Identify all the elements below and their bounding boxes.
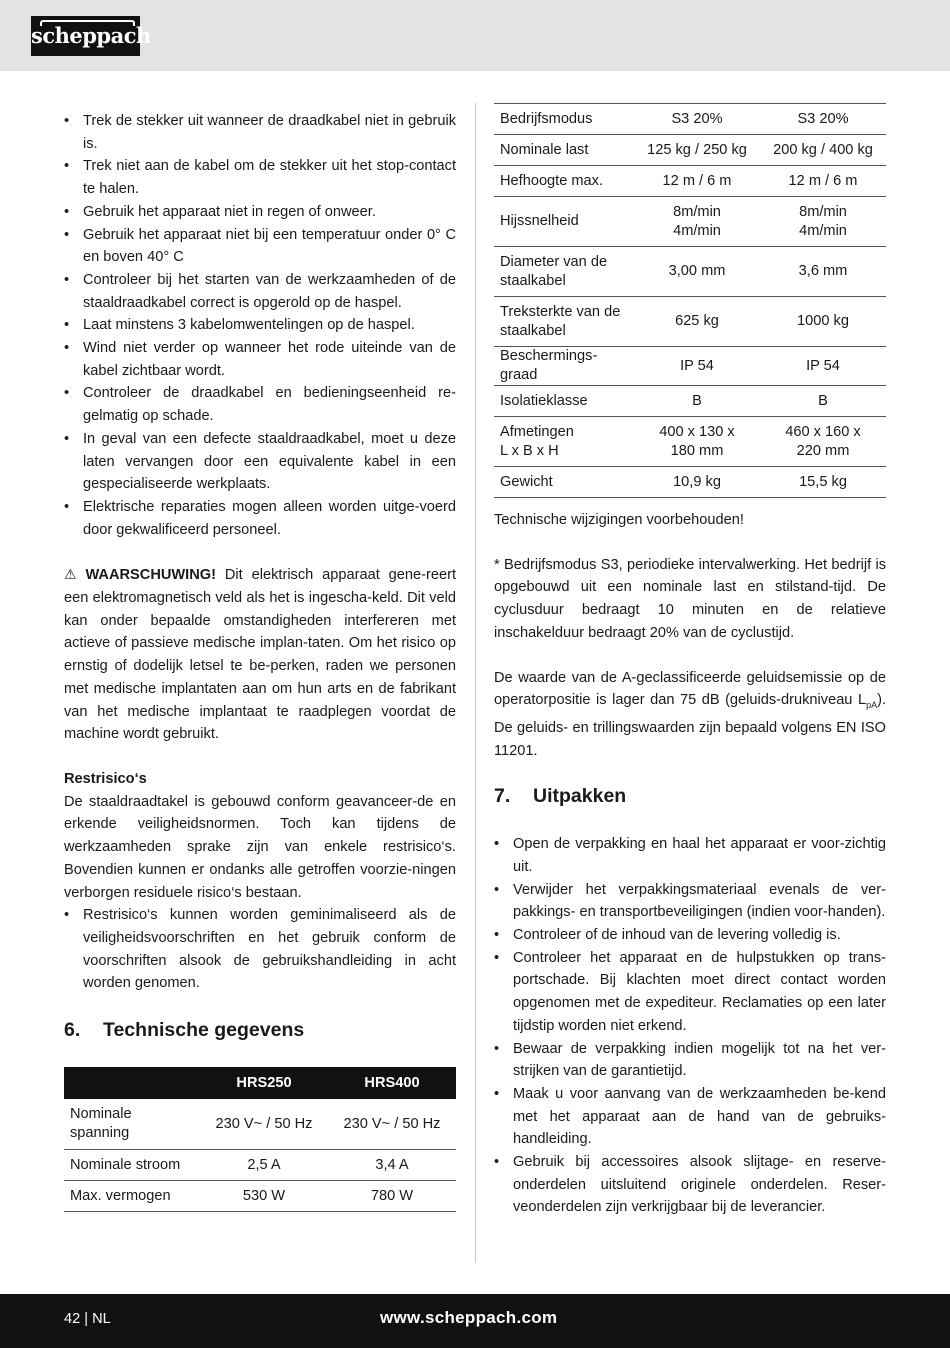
left-column (64, 110, 456, 1212)
table-cell: 400 x 130 x 180 mm (634, 417, 760, 467)
table-cell: 460 x 160 x 220 mm (760, 417, 886, 467)
list-item: • In geval van een defecte staaldraadkabel, moet u deze laten vervangen door een equivalente kabel in een gespecialiseerde werkplaats. (64, 428, 456, 496)
table-cell: 2,5 A (200, 1150, 328, 1181)
page-footer (0, 1294, 950, 1348)
list-item: • Maak u voor aanvang van de werkzaamheden be-kend met het apparaat aan de hand van de gebruiks-handleiding. (494, 1083, 886, 1151)
list-item: • Bewaar de verpakking indien mogelijk tot na het ver-strijken van de garantietijd. (494, 1038, 886, 1083)
section-7-heading: 7. Uitpakken (494, 785, 627, 808)
table-cell: IP 54 (634, 347, 760, 386)
table-cell: 12 m / 6 m (760, 166, 886, 197)
s3-note: * Bedrijfsmodus S3, periodieke intervalwerking. Het bedrijf is opgebouwd uit een nominale last en stilstand-tijd. De cyclusduur bedraagt 10 minuten en de relatieve inschakelduur bedraagt 20% van de cyclustijd. (494, 556, 886, 641)
table-cell: 12 m / 6 m (634, 166, 760, 197)
list-item: • Gebruik het apparaat niet in regen of onweer. (64, 201, 456, 224)
table-cell: S3 20% (634, 104, 760, 135)
table-row (494, 197, 886, 247)
table-row (64, 1150, 456, 1181)
warning-paragraph: ⚠ WAARSCHUWING! Dit elektrisch apparaat gene-reert een elektromagnetisch veld als het is ingescha-keld. Dit veld kan onder bepaalde omstandigheden interfereren met actieve of passieve medische implan-taten. Om het risico op ernstig of dodelijk letsel te be-perken, raden we personen met medische implantaten aan om hun arts en de fabrikant van het medische implantaat te raadplegen voordat de machine wordt gebruikt. (64, 563, 456, 746)
table-cell: 10,9 kg (634, 467, 760, 498)
unpack-list (494, 833, 886, 1219)
table-row (494, 386, 886, 417)
table-cell: 3,4 A (328, 1150, 456, 1181)
list-item: • Laat minstens 3 kabelomwentelingen op de haspel. (64, 314, 456, 337)
table-row (494, 135, 886, 166)
table-cell: Treksterkte van de staalkabel (494, 297, 634, 347)
table-cell: Isolatieklasse (494, 386, 634, 417)
table-header: HRS400 (328, 1067, 456, 1099)
warning-triangle-icon: ⚠ (64, 566, 77, 583)
table-row (494, 417, 886, 467)
table-cell: 200 kg / 400 kg (760, 135, 886, 166)
table-row (494, 166, 886, 197)
table-cell: 3,00 mm (634, 247, 760, 297)
list-item: • Gebruik bij accessoires alsook slijtage- en reserve-onderdelen uitsluitend originele onderdelen. Reser-veonderdelen zijn verkrijgbaar bij de leverancier. (494, 1151, 886, 1219)
list-item: • Restrisico‘s kunnen worden geminimaliseerd als de veiligheidsvoorschriften en het gebruik conform de voorschriften alsook de gebruikshandleiding in acht worden genomen. (64, 904, 456, 995)
list-item: • Controleer de draadkabel en bedieningseenheid re-gelmatig op schade. (64, 382, 456, 427)
table-row (494, 347, 886, 386)
table-cell: Hefhoogte max. (494, 166, 634, 197)
table-cell: 8m/min 4m/min (760, 197, 886, 247)
column-divider (475, 103, 476, 1263)
table-cell: 780 W (328, 1181, 456, 1212)
table-cell: B (634, 386, 760, 417)
table-cell: B (760, 386, 886, 417)
table-cell: 625 kg (634, 297, 760, 347)
list-item: • Open de verpakking en haal het apparaat er voor-zichtig uit. (494, 833, 886, 878)
restrisico-list (64, 904, 456, 995)
right-column (494, 103, 886, 1219)
list-item: • Controleer of de inhoud van de levering volledig is. (494, 924, 886, 947)
table-cell: Gewicht (494, 467, 634, 498)
table-cell: Afmetingen L x B x H (494, 417, 634, 467)
table-cell: 125 kg / 250 kg (634, 135, 760, 166)
table-cell: Bedrijfsmodus (494, 104, 634, 135)
restrisico-title: Restrisico‘s (64, 770, 147, 787)
table-row (494, 467, 886, 498)
table-cell: 230 V~ / 50 Hz (200, 1099, 328, 1150)
table-cell: S3 20% (760, 104, 886, 135)
table-row (64, 1181, 456, 1212)
table-cell: Nominale last (494, 135, 634, 166)
list-item: • Trek niet aan de kabel om de stekker uit het stop-contact te halen. (64, 155, 456, 200)
table-row (494, 297, 886, 347)
table-cell: 1000 kg (760, 297, 886, 347)
section-6-heading: 6. Technische gegevens (64, 1019, 305, 1042)
list-item: • Controleer bij het starten van de werkzaamheden of de staaldraadkabel correct is opgerold op de haspel. (64, 269, 456, 314)
list-item: • Gebruik het apparaat niet bij een temperatuur onder 0° C en boven 40° C (64, 224, 456, 269)
table-cell: Beschermings-graad (494, 347, 634, 386)
table-cell: Hijssnelheid (494, 197, 634, 247)
website-link[interactable]: www.scheppach.com (380, 1308, 558, 1327)
scheppach-logo: scheppach (31, 16, 140, 56)
list-item: • Verwijder het verpakkingsmateriaal evenals de ver-pakkings- en transportbeveiligingen (indien voor-handen). (494, 879, 886, 924)
table-cell: IP 54 (760, 347, 886, 386)
table-cell: Nominale spanning (64, 1099, 200, 1150)
page-number: 42 | NL (64, 1311, 111, 1327)
table-cell: 3,6 mm (760, 247, 886, 297)
table-row (494, 104, 886, 135)
table-row (494, 247, 886, 297)
spec-table-1 (64, 1067, 456, 1212)
table-cell: Max. vermogen (64, 1181, 200, 1212)
table-cell: 8m/min 4m/min (634, 197, 760, 247)
spec-table-2 (494, 103, 886, 498)
safety-list (64, 110, 456, 541)
page-header (0, 0, 950, 71)
table-cell: Diameter van de staalkabel (494, 247, 634, 297)
noise-paragraph: De waarde van de A-geclassificeerde geluidsemissie op de operatorpositie is lager dan 75 dB (geluids-drukniveau $L_{pA}$). De geluids- en trillingswaarden zijn bepaald volgens EN ISO 11201. (494, 669, 886, 759)
table-header: HRS250 (200, 1067, 328, 1099)
table-row (64, 1099, 456, 1150)
tech-note: Technische wijzigingen voorbehouden! (494, 512, 744, 528)
table-cell: 530 W (200, 1181, 328, 1212)
list-item: • Trek de stekker uit wanneer de draadkabel niet in gebruik is. (64, 110, 456, 155)
table-cell: 15,5 kg (760, 467, 886, 498)
list-item: • Controleer het apparaat en de hulpstukken op trans-portschade. Bij klachten moet direct contact worden opgenomen met de expediteur. Reclamaties op een later tijdstip worden niet erkend. (494, 947, 886, 1038)
table-cell: Nominale stroom (64, 1150, 200, 1181)
table-cell: 230 V~ / 50 Hz (328, 1099, 456, 1150)
restrisico-text: De staaldraadtakel is gebouwd conform geavanceer-de en erkende veiligheidsnormen. Toch kan tijdens de werkzaamheden sprake zijn van enkele restrisico‘s. Bovendien kunnen er ondanks alle getroffen voorzie-ningen verborgen residuele risico‘s bestaan. (64, 793, 456, 901)
table-header (64, 1067, 200, 1099)
list-item: • Elektrische reparaties mogen alleen worden uitge-voerd door gekwalificeerd personeel. (64, 496, 456, 541)
list-item: • Wind niet verder op wanneer het rode uiteinde van de kabel zichtbaar wordt. (64, 337, 456, 382)
